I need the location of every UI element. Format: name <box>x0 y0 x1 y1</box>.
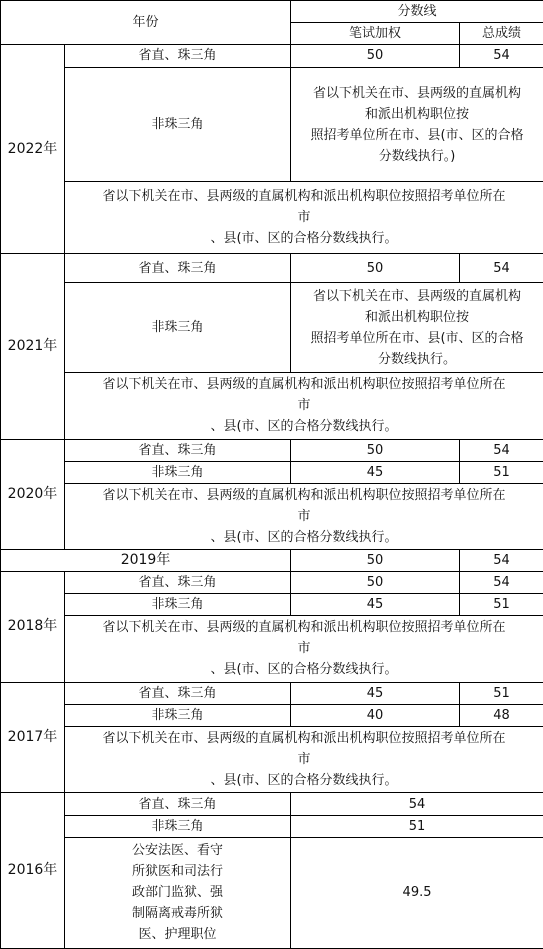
category-label: 非珠三角 <box>65 67 291 182</box>
year-cell-2021: 2021年 <box>1 254 65 440</box>
category-label: 省直、珠三角 <box>65 682 291 704</box>
total-score: 54 <box>460 254 543 283</box>
written-score: 50 <box>291 549 460 571</box>
note-cell: 省以下机关在市、县两级的直属机构 和派出机构职位按 照招考单位所在市、县(市、区的合格 分数线执行。) <box>291 67 543 182</box>
note-cell: 省以下机关在市、县两级的直属机构 和派出机构职位按 照招考单位所在市、县(市、区的合格 分数线执行。 <box>291 283 543 373</box>
written-score: 45 <box>291 461 460 483</box>
table-row <box>1 593 543 615</box>
total-score: 51 <box>460 461 543 483</box>
total-score: 54 <box>460 439 543 461</box>
table-row <box>1 549 543 571</box>
note-cell: 省以下机关在市、县两级的直属机构和派出机构职位按照招考单位所在 市 、县(市、区的合格分数线执行。 <box>65 616 543 683</box>
table-row <box>1 182 543 254</box>
year-column-header: 年份 <box>1 1 291 45</box>
year-cell-2020: 2020年 <box>1 439 65 549</box>
special-position-label: 公安法医、看守 所狱医和司法行 政部门监狱、强 制隔离戒毒所狱 医、护理职位 <box>65 837 291 948</box>
table-row <box>1 704 543 726</box>
table-row <box>1 439 543 461</box>
category-label: 非珠三角 <box>65 593 291 615</box>
table-row <box>1 682 543 704</box>
written-score: 50 <box>291 439 460 461</box>
note-cell: 省以下机关在市、县两级的直属机构和派出机构职位按照招考单位所在 市 、县(市、区的合格分数线执行。 <box>65 726 543 793</box>
table-row <box>1 67 543 182</box>
combined-score: 51 <box>291 815 543 837</box>
category-label: 省直、珠三角 <box>65 45 291 67</box>
note-cell: 省以下机关在市、县两级的直属机构和派出机构职位按照招考单位所在 市 、县(市、区的合格分数线执行。 <box>65 373 543 440</box>
category-label: 省直、珠三角 <box>65 254 291 283</box>
year-cell-2017: 2017年 <box>1 682 65 793</box>
table-row <box>1 837 543 948</box>
written-score: 50 <box>291 571 460 593</box>
year-cell-2016: 2016年 <box>1 793 65 949</box>
note-cell: 省以下机关在市、县两级的直属机构和派出机构职位按照招考单位所在 市 、县(市、区的合格分数线执行。 <box>65 182 543 254</box>
category-label: 省直、珠三角 <box>65 439 291 461</box>
written-score: 45 <box>291 593 460 615</box>
table-row <box>1 571 543 593</box>
year-cell-2019: 2019年 <box>1 549 291 571</box>
category-label: 非珠三角 <box>65 283 291 373</box>
table-row <box>1 726 543 793</box>
combined-score: 54 <box>291 793 543 815</box>
total-score: 54 <box>460 549 543 571</box>
table-row <box>1 815 543 837</box>
table-row <box>1 254 543 283</box>
table-row <box>1 616 543 683</box>
category-label: 非珠三角 <box>65 815 291 837</box>
table-row <box>1 793 543 815</box>
score-line-header: 分数线 <box>291 1 543 23</box>
written-score: 50 <box>291 254 460 283</box>
written-score: 50 <box>291 45 460 67</box>
note-cell: 省以下机关在市、县两级的直属机构和派出机构职位按照招考单位所在 市 、县(市、区的合格分数线执行。 <box>65 483 543 549</box>
total-score: 48 <box>460 704 543 726</box>
category-label: 省直、珠三角 <box>65 571 291 593</box>
year-cell-2022: 2022年 <box>1 45 65 254</box>
category-label: 非珠三角 <box>65 461 291 483</box>
year-cell-2018: 2018年 <box>1 571 65 682</box>
table-row <box>1 483 543 549</box>
total-score-header: 总成绩 <box>460 23 543 45</box>
combined-score: 49.5 <box>291 837 543 948</box>
written-score: 40 <box>291 704 460 726</box>
written-weighted-header: 笔试加权 <box>291 23 460 45</box>
total-score: 54 <box>460 571 543 593</box>
category-label: 省直、珠三角 <box>65 793 291 815</box>
table-row <box>1 461 543 483</box>
total-score: 51 <box>460 593 543 615</box>
total-score: 54 <box>460 45 543 67</box>
table-row <box>1 45 543 67</box>
category-label: 非珠三角 <box>65 704 291 726</box>
table-row <box>1 283 543 373</box>
table-row <box>1 373 543 440</box>
written-score: 45 <box>291 682 460 704</box>
total-score: 51 <box>460 682 543 704</box>
header-row-1 <box>1 1 543 23</box>
